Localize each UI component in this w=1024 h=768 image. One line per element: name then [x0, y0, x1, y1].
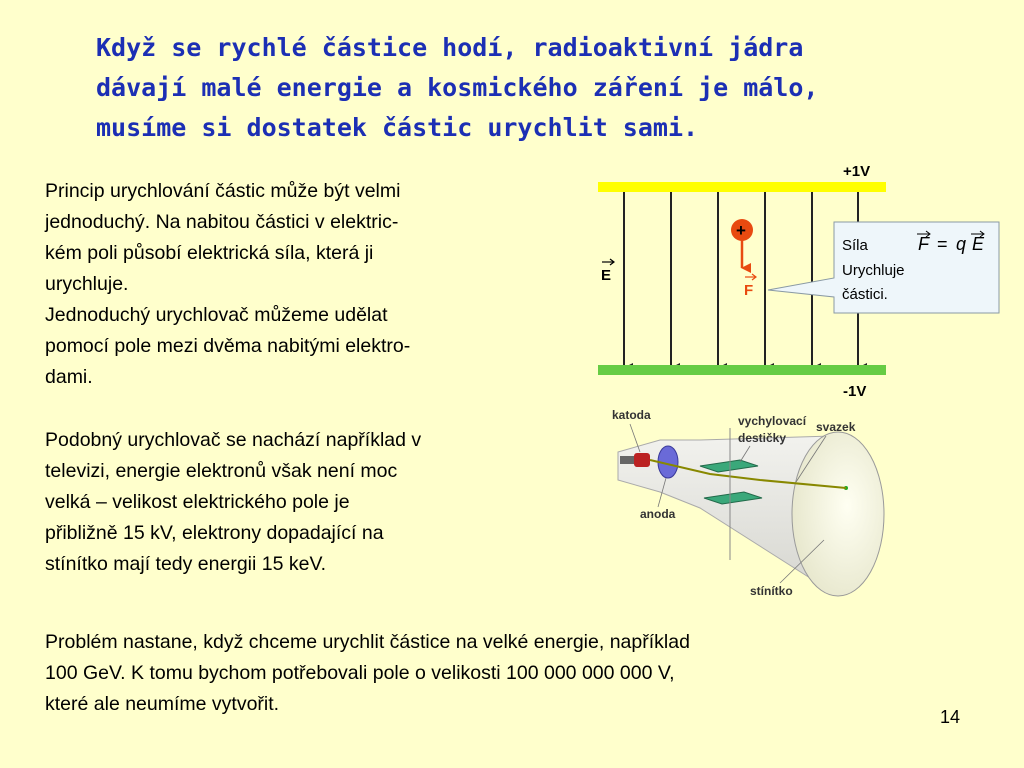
crt-screen [792, 432, 884, 596]
field-label: E [601, 267, 612, 284]
text-line: přibližně 15 kV, elektrony dopadající na [45, 522, 384, 544]
paragraph-problem [45, 627, 690, 720]
text-line: Jednoduchý urychlovač můžeme udělat [45, 304, 388, 326]
text-line: televizi, energie elektronů však není moc [45, 460, 398, 482]
text-line: které ale neumíme vytvořit. [45, 693, 280, 715]
top-plate [598, 182, 886, 192]
text-line: Podobný urychlovač se nachází například v [45, 429, 422, 451]
text-line: stínítko mají tedy energii 15 keV. [45, 553, 327, 575]
slide-title [96, 28, 996, 148]
title-line: dávají malé energie a kosmického záření je málo, [96, 73, 819, 102]
paragraph-principle [45, 176, 410, 393]
callout-line2: Urychluje [842, 262, 905, 279]
callout-line3: částici. [842, 286, 888, 303]
formula-F: F [918, 234, 929, 254]
charge-sign: + [736, 221, 746, 240]
callout-sila: Síla [842, 237, 868, 254]
text-line: jednoduchý. Na nabitou částici v elektric- [45, 211, 399, 233]
text-line: Princip urychlování částic může být velmi [45, 180, 401, 202]
text-line: 100 GeV. K tomu bychom potřebovali pole o velikosti 100 000 000 000 V, [45, 662, 675, 684]
bottom-plate-label: -1V [843, 383, 867, 400]
text-line: dami. [45, 366, 93, 388]
title-line: Když se rychlé částice hodí, radioaktivní jádra [96, 33, 804, 62]
top-plate-label: +1V [843, 163, 871, 180]
text-line: pomocí pole mezi dvěma nabitými elektro- [45, 335, 411, 357]
label-anoda: anoda [640, 507, 676, 521]
formula-q: q [956, 234, 967, 254]
crt-diagram [600, 400, 900, 610]
text-line: kém poli působí elektrická síla, která ji [45, 242, 374, 264]
label-svazek: svazek [816, 420, 856, 434]
label-vychylovaci: vychylovací [738, 414, 807, 428]
text-line: Problém nastane, když chceme urychlit částice na velké energie, například [45, 631, 690, 653]
cathode-head [634, 453, 650, 467]
text-line: velká – velikost elektrického pole je [45, 491, 350, 513]
title-line: musíme si dostatek částic urychlit sami. [96, 113, 699, 142]
label-stinitko: stínítko [750, 584, 793, 598]
force-label: F [744, 282, 754, 299]
field-diagram [580, 150, 1010, 405]
bottom-plate [598, 365, 886, 375]
label-katoda: katoda [612, 408, 651, 422]
formula-E: E [972, 234, 985, 254]
page-number: 14 [940, 707, 961, 727]
formula-eq: = [937, 234, 948, 254]
label-desticky: destičky [738, 431, 787, 445]
paragraph-television [45, 425, 421, 580]
text-line: urychluje. [45, 273, 129, 295]
